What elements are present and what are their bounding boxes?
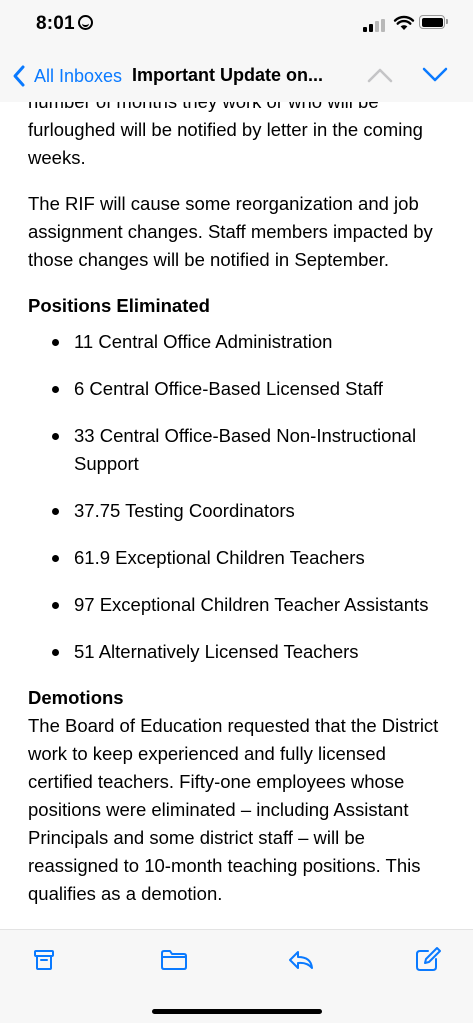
positions-heading: Positions Eliminated	[28, 295, 210, 316]
clock-text: 8:01	[36, 13, 75, 34]
chevron-left-icon	[12, 65, 26, 87]
focus-smiley-icon	[78, 15, 93, 30]
previous-message-chevron-up-icon[interactable]	[366, 66, 394, 84]
home-indicator[interactable]	[152, 1009, 322, 1014]
nav-bar	[0, 50, 473, 102]
reply-icon[interactable]	[287, 947, 315, 973]
back-to-inboxes-button[interactable]	[12, 63, 122, 89]
list-item: 51 Alternatively Licensed Teachers	[28, 638, 448, 666]
archive-icon[interactable]	[30, 947, 58, 973]
list-item: 61.9 Exceptional Children Teachers	[28, 544, 448, 572]
demotions-paragraph: The Board of Education requested that the District work to keep experienced and fully licensed certified teachers. Fifty-one employees whose positions were eliminated – including Assistant Principals and some district staff – will be reassigned to 10-month teaching positions. This qualifies as a demotion.	[28, 715, 439, 904]
battery-icon	[419, 15, 445, 29]
list-item: 33 Central Office-Based Non-Instructional Support	[28, 422, 448, 478]
demotions-heading: Demotions	[28, 687, 124, 708]
list-item: 11 Central Office Administration	[28, 328, 448, 356]
next-message-chevron-down-icon[interactable]	[421, 66, 449, 84]
list-item: 97 Exceptional Children Teacher Assistants	[28, 591, 448, 619]
wifi-icon	[394, 15, 414, 31]
email-body[interactable]	[0, 102, 473, 929]
folder-icon[interactable]	[160, 947, 188, 973]
cellular-signal-icon	[363, 19, 385, 32]
list-item: 6 Central Office-Based Licensed Staff	[28, 375, 448, 403]
back-label: All Inboxes	[34, 65, 123, 86]
paragraph-rif: The RIF will cause some reorganization and job assignment changes. Staff members impacted by those changes will be notified in September.	[28, 193, 433, 270]
compose-icon[interactable]	[414, 947, 442, 973]
status-bar	[0, 0, 473, 50]
email-subject-title: Important Update on...	[132, 65, 323, 85]
paragraph-furlough: furloughed will be notified by letter in the coming weeks.	[28, 119, 423, 168]
status-time	[36, 13, 93, 35]
positions-list	[28, 328, 448, 666]
list-item: 37.75 Testing Coordinators	[28, 497, 448, 525]
